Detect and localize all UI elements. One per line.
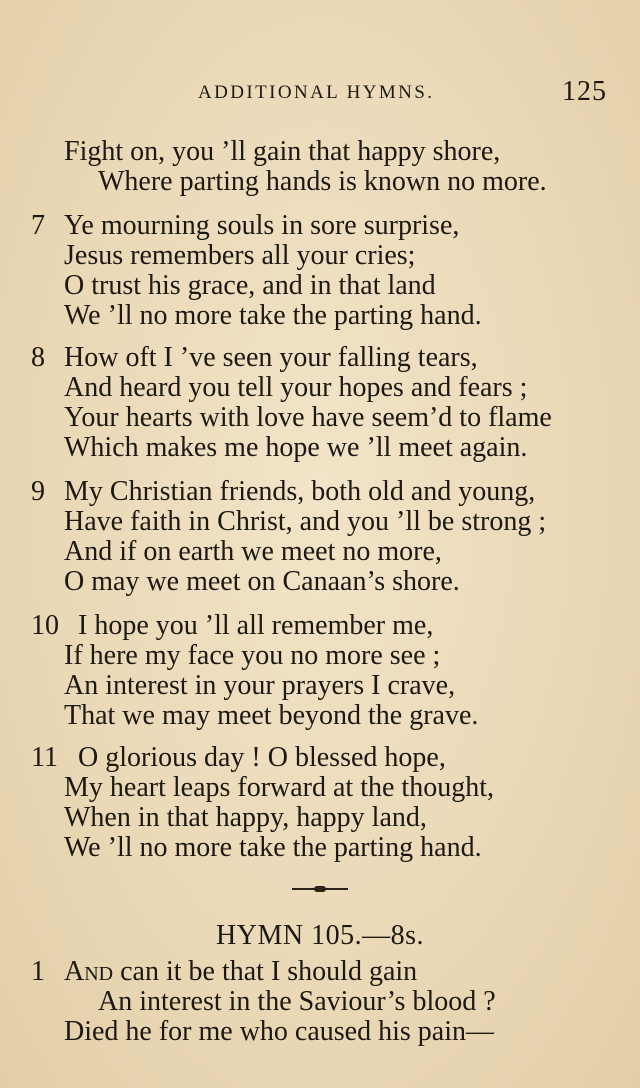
verse-line bbox=[64, 956, 417, 988]
verse-line: If here my face you no more see ; bbox=[64, 640, 441, 671]
verse-line: And heard you tell your hopes and fears ; bbox=[64, 372, 528, 403]
verse-number: 1 bbox=[31, 956, 45, 987]
verse-line: That we may meet beyond the grave. bbox=[64, 700, 479, 731]
verse-line: My Christian friends, both old and young, bbox=[64, 476, 536, 507]
verse-line: Jesus remembers all your cries; bbox=[64, 240, 416, 271]
verse-line: Died he for me who caused his pain— bbox=[64, 1016, 494, 1047]
verse-number: 8 bbox=[31, 342, 45, 373]
verse-line: O glorious day ! O blessed hope, bbox=[78, 742, 446, 773]
verse-line: We ’ll no more take the parting hand. bbox=[64, 832, 482, 863]
page-number: 125 bbox=[562, 76, 607, 107]
verse-line: When in that happy, happy land, bbox=[64, 802, 427, 833]
verse-line: Ye mourning souls in sore surprise, bbox=[64, 210, 460, 241]
verse-number: 11 bbox=[31, 742, 58, 773]
verse-number: 10 bbox=[31, 610, 59, 641]
verse-line: An interest in the Saviour’s blood ? bbox=[98, 986, 496, 1017]
verse-line: I hope you ’ll all remember me, bbox=[78, 610, 434, 641]
hymn-title: HYMN 105.—8s. bbox=[216, 920, 424, 951]
verse-line: O may we meet on Canaan’s shore. bbox=[64, 566, 460, 597]
running-header: ADDITIONAL HYMNS. bbox=[198, 82, 435, 103]
continuation-line: Fight on, you ’ll gain that happy shore, bbox=[64, 136, 501, 167]
first-line-rest: can it be that I should gain bbox=[113, 956, 418, 987]
verse-line: My heart leaps forward at the thought, bbox=[64, 772, 494, 803]
verse-line: Your hearts with love have seem’d to flame bbox=[64, 402, 552, 433]
continuation-line: Where parting hands is known no more. bbox=[98, 166, 547, 197]
verse-line: How oft I ’ve seen your falling tears, bbox=[64, 342, 478, 373]
section-divider bbox=[292, 888, 348, 890]
verse-line: And if on earth we meet no more, bbox=[64, 536, 442, 567]
verse-line: Have faith in Christ, and you ’ll be strong ; bbox=[64, 506, 547, 537]
verse-number: 7 bbox=[31, 210, 45, 241]
verse-line: We ’ll no more take the parting hand. bbox=[64, 300, 482, 331]
first-word: And bbox=[64, 956, 114, 987]
verse-line: Which makes me hope we ’ll meet again. bbox=[64, 432, 528, 463]
verse-number: 9 bbox=[31, 476, 45, 507]
verse-line: O trust his grace, and in that land bbox=[64, 270, 436, 301]
verse-line: An interest in your prayers I crave, bbox=[64, 670, 456, 701]
